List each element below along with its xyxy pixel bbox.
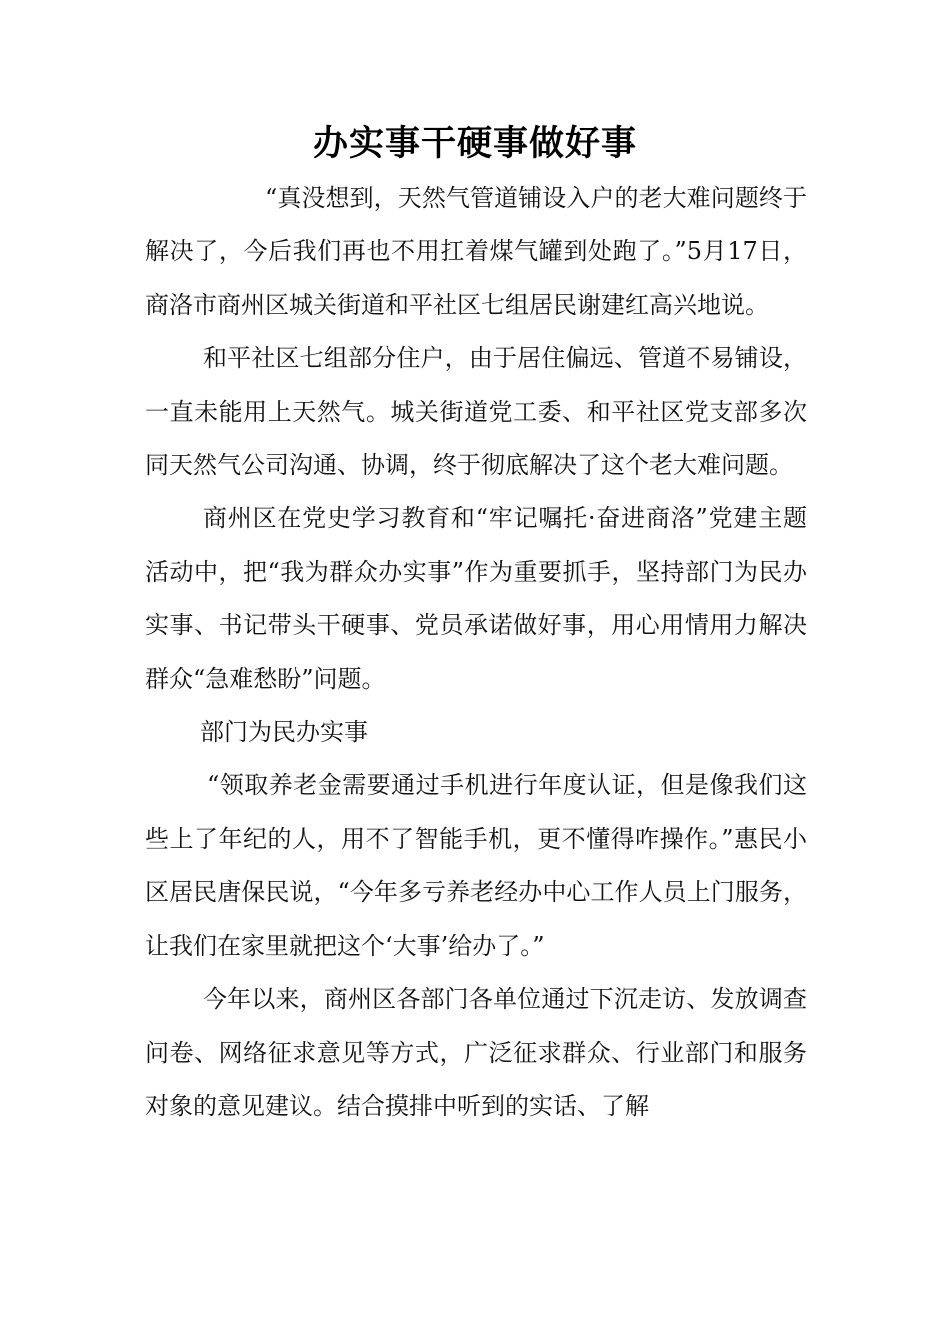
paragraph-2: 和平社区七组部分住户，由于居住偏远、管道不易铺设，一直未能用上天然气。城关街道党工委、和平社区党支部多次同天然气公司沟通、协调，终于彻底解决了这个老大难问题。 xyxy=(145,344,807,480)
section-heading: 部门为民办实事 xyxy=(200,718,368,747)
paragraph-3: 商州区在党史学习教育和“牢记嘱托·奋进商洛”党建主题活动中，把“我为群众办实事”作为重要抓手，坚持部门为民办实事、书记带头干硬事、党员承诺做好事，用心用情用力解决群众“急难愁盼”问题。 xyxy=(145,504,807,693)
document-body xyxy=(145,172,807,1133)
document-title: 办实事干硬事做好事 xyxy=(312,123,637,164)
paragraph-5: 今年以来，商州区各部门各单位通过下沉走访、发放调查问卷、网络征求意见等方式，广泛征求群众、行业部门和服务对象的意见建议。结合摸排中听到的实话、了解 xyxy=(145,985,807,1120)
paragraph-1: “真没想到，天然气管道铺设入户的老大难问题终于解决了，今后我们再也不用扛着煤气罐到处跑了。”5月17日，商洛市商州区城关街道和平社区七组居民谢建红高兴地说。 xyxy=(145,184,807,319)
paragraph-4: “领取养老金需要通过手机进行年度认证，但是像我们这些上了年纪的人，用不了智能手机，更不懂得咋操作。”惠民小区居民唐保民说，“今年多亏养老经办中心工作人员上门服务，让我们在家里就把这个‘大事’给办了。” xyxy=(145,771,807,960)
